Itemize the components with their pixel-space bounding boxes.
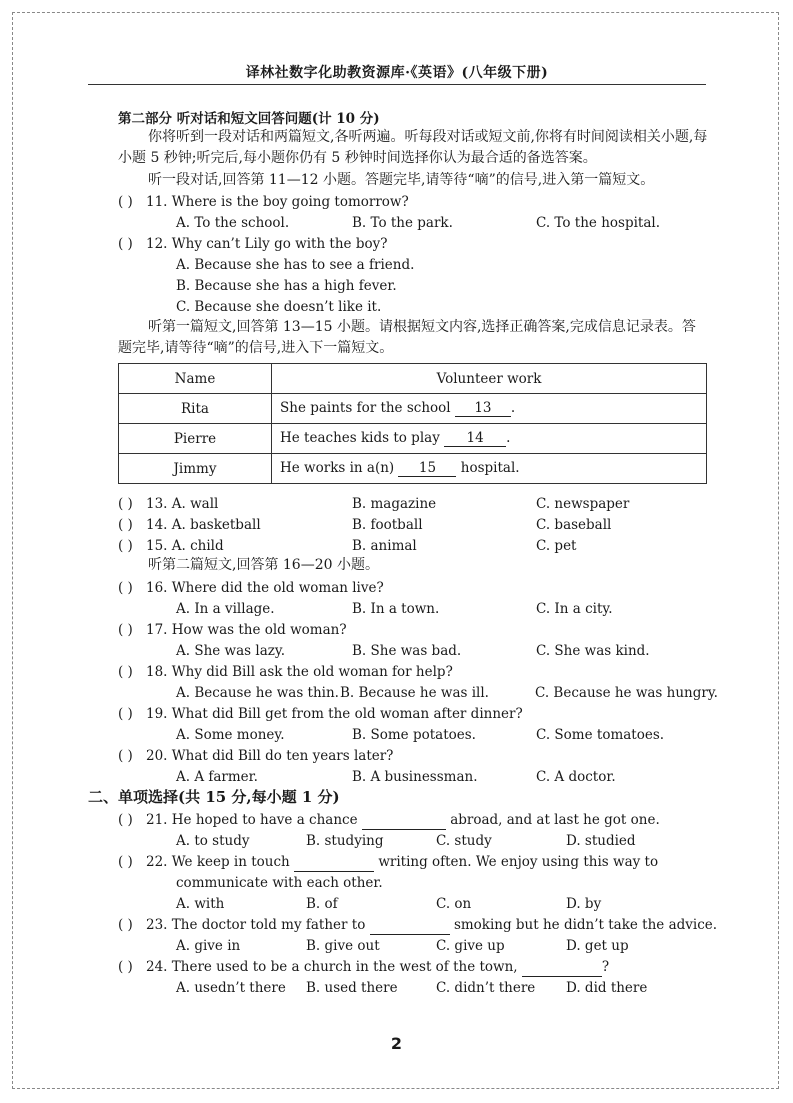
stem-text: ? bbox=[601, 959, 610, 975]
q22-option-d[interactable]: D. by bbox=[566, 896, 602, 912]
q21-stem bbox=[146, 811, 660, 830]
blank-15[interactable]: 15 bbox=[398, 460, 456, 477]
answer-bracket[interactable]: ( ) bbox=[118, 622, 133, 638]
q16-option-b[interactable]: B. In a town. bbox=[352, 601, 440, 617]
q21-option-b[interactable]: B. studying bbox=[306, 833, 384, 849]
table-text: . bbox=[510, 400, 516, 416]
q16-option-c[interactable]: C. In a city. bbox=[536, 601, 613, 617]
stem-text: 24. There used to be a church in the west of the town, bbox=[146, 959, 518, 975]
q22-stem-line2: communicate with each other. bbox=[176, 875, 383, 891]
table-cell-name: Jimmy bbox=[119, 454, 272, 484]
q19-option-c[interactable]: C. Some tomatoes. bbox=[536, 727, 665, 743]
q12-stem: 12. Why can’t Lily go with the boy? bbox=[146, 236, 388, 252]
table-cell-work bbox=[272, 424, 707, 454]
q21-option-a[interactable]: A. to study bbox=[176, 833, 250, 849]
answer-bracket[interactable]: ( ) bbox=[118, 517, 133, 533]
q23-stem bbox=[146, 916, 717, 935]
q14-option-b[interactable]: B. football bbox=[352, 517, 423, 533]
q16-option-a[interactable]: A. In a village. bbox=[176, 601, 275, 617]
q18-stem: 18. Why did Bill ask the old woman for help? bbox=[146, 664, 453, 680]
q17-option-a[interactable]: A. She was lazy. bbox=[176, 643, 285, 659]
q11-option-a[interactable]: A. To the school. bbox=[176, 215, 290, 231]
stem-text: smoking but he didn’t take the advice. bbox=[453, 917, 718, 933]
table-text: She paints for the school bbox=[280, 400, 451, 416]
part2-intro: 你将听到一段对话和两篇短文,各听两遍。听每段对话或短文前,你将有时间阅读相关小题,每小题 5 秒钟;听完后,每小题你仍有 5 秒钟时间选择你认为最合适的备选答案。 bbox=[118, 129, 708, 166]
q20-option-b[interactable]: B. A businessman. bbox=[352, 769, 478, 785]
blank-14[interactable]: 14 bbox=[444, 430, 506, 447]
q20-option-c[interactable]: C. A doctor. bbox=[536, 769, 616, 785]
q13-option-b[interactable]: B. magazine bbox=[352, 496, 437, 512]
q22-option-c[interactable]: C. on bbox=[436, 896, 472, 912]
q11-option-c[interactable]: C. To the hospital. bbox=[536, 215, 660, 231]
answer-blank[interactable] bbox=[370, 916, 450, 935]
answer-bracket[interactable]: ( ) bbox=[118, 538, 133, 554]
q21-option-d[interactable]: D. studied bbox=[566, 833, 636, 849]
q19-option-a[interactable]: A. Some money. bbox=[176, 727, 285, 743]
table-header-row bbox=[119, 364, 707, 394]
table-header-work: Volunteer work bbox=[272, 364, 707, 394]
q24-stem bbox=[146, 958, 609, 977]
table-text: hospital. bbox=[460, 460, 520, 476]
q12-option-a[interactable]: A. Because she has to see a friend. bbox=[176, 257, 415, 273]
q13-option-a[interactable]: 13. A. wall bbox=[146, 496, 219, 512]
q11-stem: 11. Where is the boy going tomorrow? bbox=[146, 194, 409, 210]
answer-blank[interactable] bbox=[294, 853, 374, 872]
q19-stem: 19. What did Bill get from the old woman after dinner? bbox=[146, 706, 523, 722]
q23-option-b[interactable]: B. give out bbox=[306, 938, 380, 954]
q18-option-a[interactable]: A. Because he was thin. bbox=[176, 685, 339, 701]
q24-option-c[interactable]: C. didn’t there bbox=[436, 980, 536, 996]
page-header: 译林社数字化助教资源库·《英语》(八年级下册) bbox=[88, 62, 706, 85]
table-text: He works in a(n) bbox=[280, 460, 395, 476]
section-title: 二、单项选择(共 15 分,每小题 1 分) bbox=[88, 788, 340, 806]
q23-option-d[interactable]: D. get up bbox=[566, 938, 629, 954]
q14-option-c[interactable]: C. baseball bbox=[536, 517, 612, 533]
answer-blank[interactable] bbox=[362, 811, 446, 830]
answer-bracket[interactable]: ( ) bbox=[118, 748, 133, 764]
part2-title: 第二部分 听对话和短文回答问题(计 10 分) bbox=[118, 111, 380, 127]
answer-bracket[interactable]: ( ) bbox=[118, 917, 133, 933]
stem-text: 21. He hoped to have a chance bbox=[146, 812, 358, 828]
table-row bbox=[119, 394, 707, 424]
table-text: . bbox=[506, 430, 511, 446]
q17-option-b[interactable]: B. She was bad. bbox=[352, 643, 462, 659]
q19-option-b[interactable]: B. Some potatoes. bbox=[352, 727, 476, 743]
q12-option-c[interactable]: C. Because she doesn’t like it. bbox=[176, 299, 382, 315]
table-row bbox=[119, 454, 707, 484]
q22-option-b[interactable]: B. of bbox=[306, 896, 338, 912]
volunteer-table bbox=[118, 363, 707, 484]
table-cell-work bbox=[272, 454, 707, 484]
q11-option-b[interactable]: B. To the park. bbox=[352, 215, 453, 231]
table-header-name: Name bbox=[119, 364, 272, 394]
stem-text: 23. The doctor told my father to bbox=[146, 917, 366, 933]
q15-option-c[interactable]: C. pet bbox=[536, 538, 577, 554]
q16-stem: 16. Where did the old woman live? bbox=[146, 580, 384, 596]
table-cell-name: Pierre bbox=[119, 424, 272, 454]
passage2-instruction: 听第二篇短文,回答第 16—20 小题。 bbox=[148, 557, 379, 573]
q22-stem bbox=[146, 853, 658, 872]
answer-bracket[interactable]: ( ) bbox=[118, 664, 133, 680]
answer-bracket[interactable]: ( ) bbox=[118, 194, 133, 210]
q20-stem: 20. What did Bill do ten years later? bbox=[146, 748, 394, 764]
q24-option-a[interactable]: A. usedn’t there bbox=[176, 980, 286, 996]
answer-bracket[interactable]: ( ) bbox=[118, 496, 133, 512]
q13-option-c[interactable]: C. newspaper bbox=[536, 496, 630, 512]
answer-bracket[interactable]: ( ) bbox=[118, 812, 133, 828]
q18-option-c[interactable]: C. Because he was hungry. bbox=[535, 685, 718, 701]
table-text: He teaches kids to play bbox=[280, 430, 440, 446]
stem-text: writing often. We enjoy using this way to bbox=[378, 854, 659, 870]
q22-option-a[interactable]: A. with bbox=[176, 896, 225, 912]
q15-option-a[interactable]: 15. A. child bbox=[146, 538, 224, 554]
answer-bracket[interactable]: ( ) bbox=[118, 959, 133, 975]
blank-13[interactable]: 13 bbox=[455, 400, 511, 417]
q21-option-c[interactable]: C. study bbox=[436, 833, 492, 849]
table-cell-work bbox=[272, 394, 707, 424]
answer-blank[interactable] bbox=[522, 958, 602, 977]
q23-option-c[interactable]: C. give up bbox=[436, 938, 505, 954]
answer-bracket[interactable]: ( ) bbox=[118, 236, 133, 252]
stem-text: 22. We keep in touch bbox=[146, 854, 290, 870]
page-number: 2 bbox=[390, 1034, 403, 1053]
dialogue-instruction: 听一段对话,回答第 11—12 小题。答题完毕,请等待“嘀”的信号,进入第一篇短文。 bbox=[148, 172, 655, 188]
passage1-instruction: 听第一篇短文,回答第 13—15 小题。请根据短文内容,选择正确答案,完成信息记录表。答题完毕,请等待“嘀”的信号,进入下一篇短文。 bbox=[118, 319, 696, 356]
answer-bracket[interactable]: ( ) bbox=[118, 706, 133, 722]
answer-bracket[interactable]: ( ) bbox=[118, 580, 133, 596]
q17-option-c[interactable]: C. She was kind. bbox=[536, 643, 650, 659]
q14-option-a[interactable]: 14. A. basketball bbox=[146, 517, 261, 533]
q23-option-a[interactable]: A. give in bbox=[176, 938, 241, 954]
q15-option-b[interactable]: B. animal bbox=[352, 538, 417, 554]
q20-option-a[interactable]: A. A farmer. bbox=[176, 769, 258, 785]
table-cell-name: Rita bbox=[119, 394, 272, 424]
stem-text: abroad, and at last he got one. bbox=[450, 812, 660, 828]
answer-bracket[interactable]: ( ) bbox=[118, 854, 133, 870]
q18-option-b[interactable]: B. Because he was ill. bbox=[340, 685, 489, 701]
q17-stem: 17. How was the old woman? bbox=[146, 622, 347, 638]
q12-option-b[interactable]: B. Because she has a high fever. bbox=[176, 278, 397, 294]
table-row bbox=[119, 424, 707, 454]
q24-option-d[interactable]: D. did there bbox=[566, 980, 648, 996]
q24-option-b[interactable]: B. used there bbox=[306, 980, 398, 996]
